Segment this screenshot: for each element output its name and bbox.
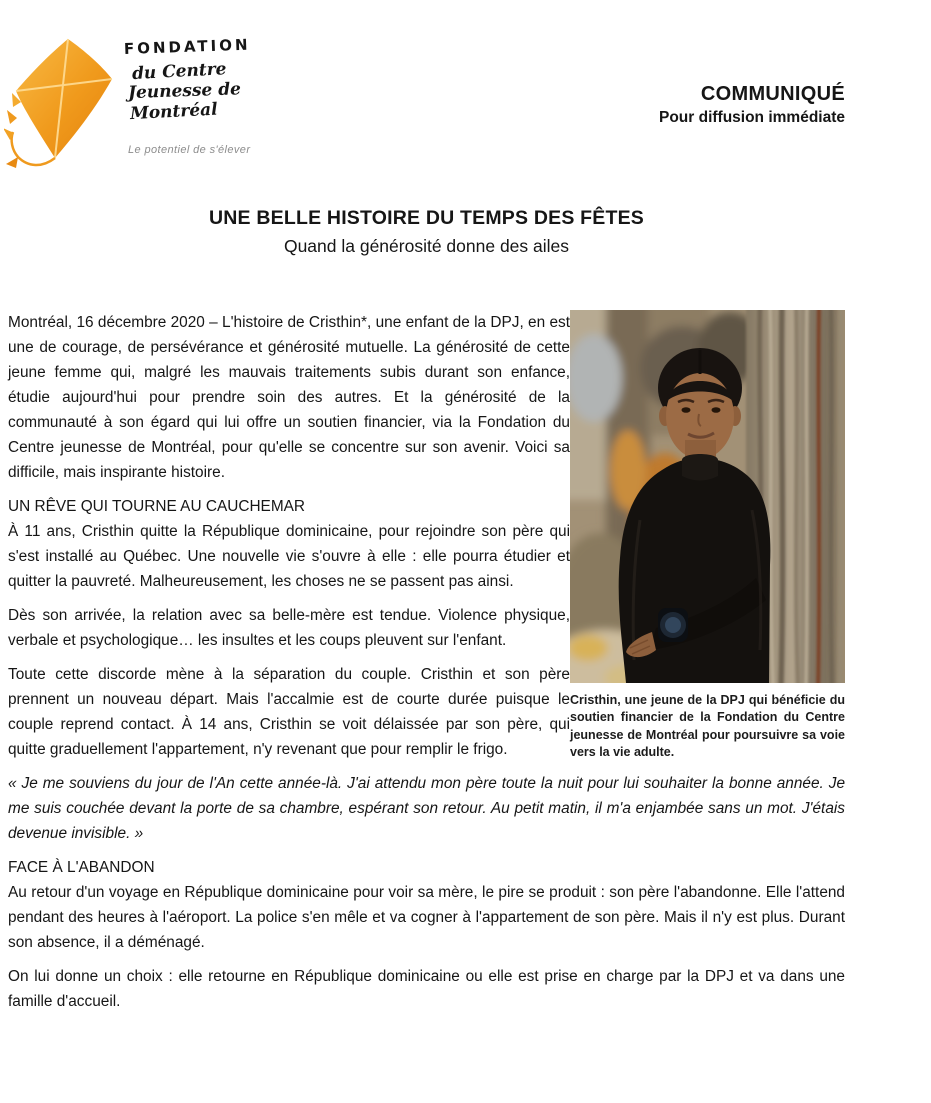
logo-line: Jeunesse de xyxy=(127,79,242,104)
page-title: UNE BELLE HISTOIRE DU TEMPS DES FÊTES xyxy=(208,207,644,229)
title-block xyxy=(8,207,845,257)
section-heading-abandon: FACE À L'ABANDON xyxy=(8,859,155,876)
logo-wordmark xyxy=(123,35,251,125)
logo-line: du Centre xyxy=(131,59,227,85)
document-header xyxy=(8,35,845,168)
paragraph-dateline: Montréal, 16 décembre 2020 – L'histoire de Cristhin*, une enfant de la DPJ, en est une de courage, de persévérance et générosité mutuelle. La générosité de cette jeune femme qui, malgré les mauvais traitements subis durant son enfance, étudie aujourd'hui pour prendre soin des autres. Et la générosité de la communauté à son égard qui lui offre un soutien financier, via la Fondation du Centre jeunesse de Montréal, pour qu'elle se concentre sur son avenir. Voici sa difficile, mais inspirante histoire. xyxy=(8,314,570,481)
paragraph: On lui donne un choix : elle retourne en République dominicaine ou elle est prise en charge par la DPJ et va dans une famille d'accueil. xyxy=(8,968,845,1010)
logo-line: Montréal xyxy=(129,99,219,125)
paragraph: À 11 ans, Cristhin quitte la République dominicaine, pour rejoindre son père qui s'est installé au Québec. Une nouvelle vie s'ouvre à elle : elle pourra étudier et quitter la pauvreté. Malheureusement, les choses ne se passent pas ainsi. xyxy=(8,523,570,590)
paragraph: Toute cette discorde mène à la séparation du couple. Cristhin et son père prennent un nouveau départ. Mais l'accalmie est de courte durée puisque le couple reprend contact. À 14 ans, Cristhin se voit délaissée par son père, qui quitte graduellement l'appartement, n'y revenant que pour remplir le frigo. xyxy=(8,666,570,758)
portrait-figure xyxy=(570,310,845,761)
paragraph: Au retour d'un voyage en République dominicaine pour voir sa mère, le pire se produit : son père l'abandonne. Elle l'attend pendant des heures à l'aéroport. La police s'en mêle et va cogner à l'appartement de son père. Mais il n'y est plus. Durant son absence, il a déménagé. xyxy=(8,884,845,951)
quote-paragraph: « Je me souviens du jour de l'An cette année-là. J'ai attendu mon père toute la nuit pour lui souhaiter la bonne année. Je me suis couchée devant la porte de sa chambre, espérant son retour. Au petit matin, il m'a enjambée sans un mot. J'étais devenue invisible. » xyxy=(8,775,845,842)
foundation-logo xyxy=(8,35,308,168)
logo-line: FONDATION xyxy=(123,35,251,58)
logo-tagline: Le potentiel de s'élever xyxy=(128,144,251,156)
release-type-label: COMMUNIQUÉ xyxy=(700,83,845,105)
article-body xyxy=(8,310,845,1014)
section-heading-reve: UN RÊVE QUI TOURNE AU CAUCHEMAR xyxy=(8,498,306,515)
photo-caption: Cristhin, une jeune de la DPJ qui bénéficie du soutien financier de la Fondation du Centre jeunesse de Montréal pour poursuivre sa voie vers la vie adulte. xyxy=(570,693,845,759)
kite-logo-icon xyxy=(4,36,124,171)
release-block xyxy=(659,38,845,168)
release-note-label: Pour diffusion immédiate xyxy=(658,109,845,126)
page-subtitle: Quand la générosité donne des ailes xyxy=(283,236,570,256)
paragraph: Dès son arrivée, la relation avec sa belle-mère est tendue. Violence physique, verbale et psychologique… les insultes et les coups pleuvent sur l'enfant. xyxy=(8,607,570,649)
portrait-photo xyxy=(570,310,845,683)
